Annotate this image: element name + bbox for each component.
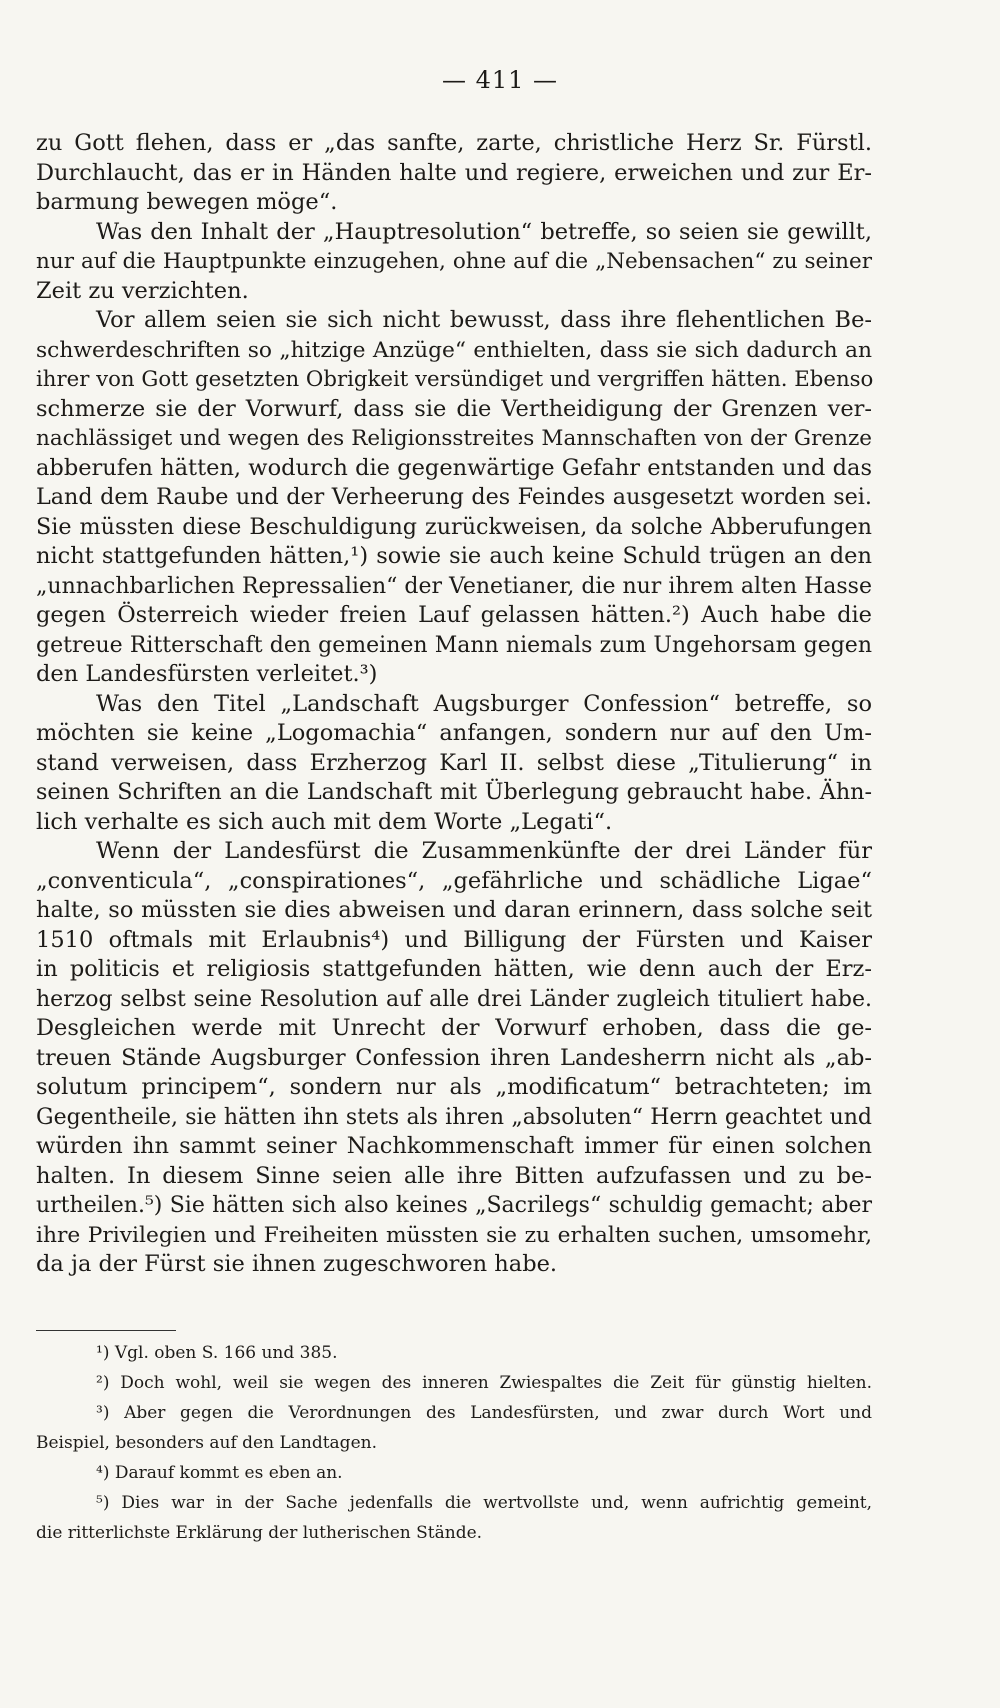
text-line: Durchlaucht, das er in Händen halte und regiere, erweichen und zur Er- [36, 159, 872, 186]
text-line: möchten sie keine „Logomachia“ anfangen, sondern nur auf den Um- [36, 720, 872, 746]
text-line: würden ihn sammt seiner Nachkommenschaft immer für einen solchen [36, 1133, 872, 1159]
text-line: „unnachbarlichen Repressalien“ der Venetianer, die nur ihrem alten Hasse [36, 573, 872, 599]
text-line: lich verhalte es sich auch mit dem Worte „Legati“. [36, 808, 613, 835]
page-number: — 411 — [441, 66, 559, 94]
text-line: Was den Titel „Landschaft Augsburger Confession“ betreffe, so [96, 690, 872, 717]
text-line: treuen Stände Augsburger Confession ihren Landesherrn nicht als „ab- [36, 1044, 872, 1071]
text-line: Was den Inhalt der „Hauptresolution“ betreffe, so seien sie gewillt, [96, 218, 872, 245]
footnote-line: ⁵) Dies war in der Sache jedenfalls die wertvollste und, wenn aufrichtig gemeint, [96, 1493, 872, 1513]
text-line: schmerze sie der Vorwurf, dass sie die Vertheidigung der Grenzen ver- [36, 395, 872, 422]
footnote-line: die ritterlichste Erklärung der lutherischen Stände. [36, 1523, 483, 1543]
text-line: nur auf die Hauptpunkte einzugehen, ohne auf die „Nebensachen“ zu seiner [36, 249, 872, 274]
body-text [36, 129, 872, 1280]
text-line: Zeit zu verzichten. [36, 277, 249, 304]
text-line: in politicis et religiosis stattgefunden hätten, wie denn auch der Erz- [36, 956, 872, 982]
text-line: halten. In diesem Sinne seien alle ihre Bitten aufzufassen und zu be- [36, 1162, 872, 1189]
text-line: den Landesfürsten verleitet.³) [36, 661, 378, 687]
text-line: seinen Schriften an die Landschaft mit Überlegung gebraucht habe. Ähn- [36, 779, 872, 805]
text-line: 1510 oftmals mit Erlaubnis⁴) und Billigung der Fürsten und Kaiser [36, 926, 872, 953]
footnote-line: ³) Aber gegen die Verordnungen des Landesfürsten, und zwar durch Wort und [96, 1403, 872, 1423]
text-line: stand verweisen, dass Erzherzog Karl II. selbst diese „Titulierung“ in [36, 749, 872, 776]
text-line: zu Gott flehen, dass er „das sanfte, zarte, christliche Herz Sr. Fürstl. [36, 130, 872, 156]
text-line: „conventicula“, „conspirationes“, „gefährliche und schädliche Ligae“ [36, 867, 872, 894]
text-line: Vor allem seien sie sich nicht bewusst, dass ihre flehentlichen Be- [96, 307, 872, 333]
text-line: abberufen hätten, wodurch die gegenwärtige Gefahr entstanden und das [36, 454, 872, 481]
text-line: Gegentheile, sie hätten ihn stets als ihren „absoluten“ Herrn geachtet und [36, 1104, 872, 1130]
text-line: solutum principem“, sondern nur als „modificatum“ betrachteten; im [36, 1074, 872, 1100]
text-line: ihrer von Gott gesetzten Obrigkeit versündiget und vergriffen hätten. Ebenso [36, 367, 874, 392]
text-line: nicht stattgefunden hätten,¹) sowie sie auch keine Schuld trügen an den [36, 543, 872, 569]
text-line: urtheilen.⁵) Sie hätten sich also keines „Sacrilegs“ schuldig gemacht; aber [36, 1193, 872, 1218]
text-line: da ja der Fürst sie ihnen zugeschworen habe. [36, 1251, 558, 1277]
text-line: herzog selbst seine Resolution auf alle drei Länder zugleich tituliert habe. [36, 986, 872, 1012]
text-line: halte, so müssten sie dies abweisen und daran erinnern, dass solche seit [36, 897, 872, 923]
footnote-line: ¹) Vgl. oben S. 166 und 385. [96, 1343, 338, 1363]
text-line: nachlässiget und wegen des Religionsstreites Mannschaften von der Grenze [36, 426, 872, 451]
footnote-line: ⁴) Darauf kommt es eben an. [96, 1463, 343, 1483]
text-line: gegen Österreich wieder freien Lauf gelassen hätten.²) Auch habe die [36, 602, 872, 628]
text-line: ihre Privilegien und Freiheiten müssten sie zu erhalten suchen, umsomehr, [36, 1222, 872, 1248]
text-line: Wenn der Landesfürst die Zusammenkünfte der drei Länder für [96, 838, 872, 864]
text-line: Sie müssten diese Beschuldigung zurückweisen, da solche Abberufungen [36, 513, 872, 540]
footnote-divider [36, 1330, 176, 1331]
text-line: getreue Ritterschaft den gemeinen Mann niemals zum Ungehorsam gegen [36, 632, 872, 658]
text-line: Desgleichen werde mit Unrecht der Vorwurf erhoben, dass die ge- [36, 1015, 872, 1041]
footnote-line: ²) Doch wohl, weil sie wegen des inneren Zwiespaltes die Zeit für günstig hielten. [96, 1373, 872, 1393]
text-line: schwerdeschriften so „hitzige Anzüge“ enthielten, dass sie sich dadurch an [36, 337, 872, 363]
footnotes [36, 1338, 872, 1548]
text-line: barmung bewegen möge“. [36, 189, 338, 215]
text-line: Land dem Raube und der Verheerung des Feindes ausgesetzt worden sei. [36, 484, 872, 510]
footnote-line: Beispiel, besonders auf den Landtagen. [36, 1433, 377, 1453]
